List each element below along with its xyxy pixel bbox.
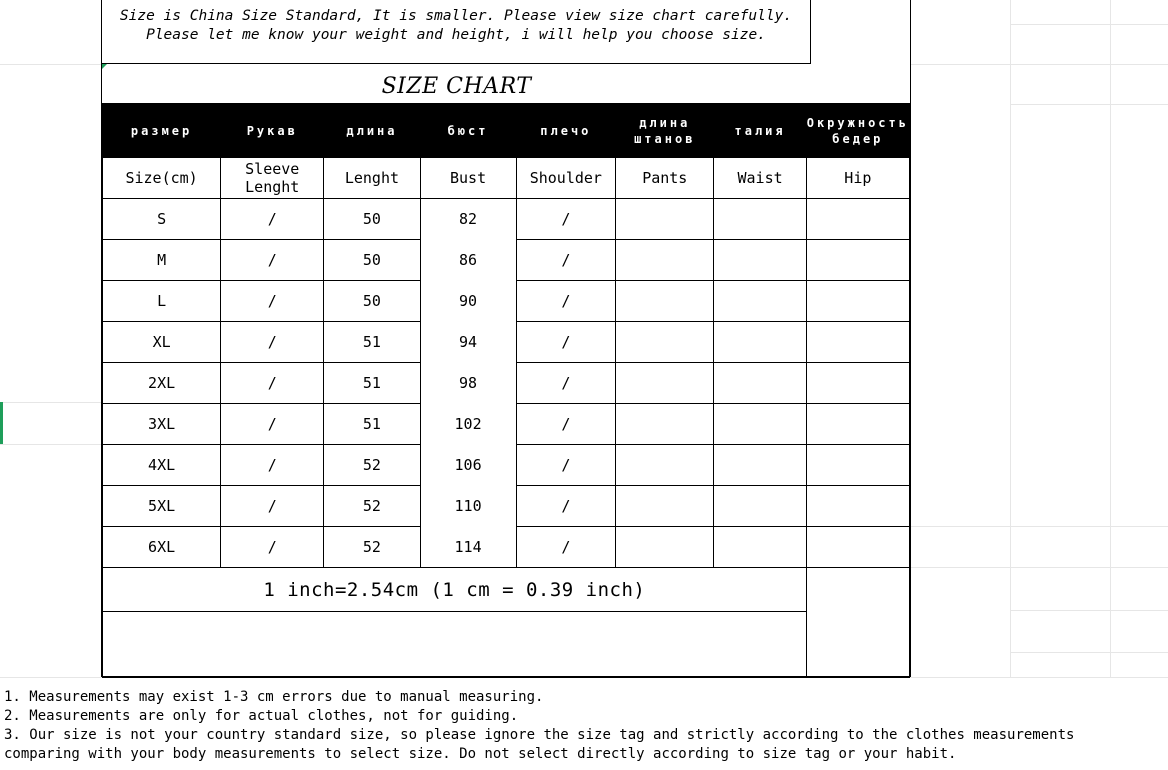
cell-bust: 110 <box>420 486 516 527</box>
cell-bust: 90 <box>420 281 516 322</box>
cell-bust: 94 <box>420 322 516 363</box>
cell-size: 3XL <box>103 404 221 445</box>
measurement-notes <box>4 688 1164 764</box>
header-en-length: Lenght <box>324 158 420 199</box>
header-ru-pants: длина штанов <box>616 104 714 158</box>
cell-bust: 114 <box>420 527 516 568</box>
header-row-english <box>103 158 910 199</box>
header-ru-shoulder: плечо <box>516 104 616 158</box>
cell-shoulder: / <box>516 281 616 322</box>
cell-pants <box>616 281 714 322</box>
table-row <box>103 445 910 486</box>
cell-hip <box>806 445 909 486</box>
table-row <box>103 322 910 363</box>
cell-pants <box>616 322 714 363</box>
cell-size: 5XL <box>103 486 221 527</box>
cell-waist <box>714 404 806 445</box>
note-3-continued: comparing with your body measurements to select size. Do not select directly according to size tag or your habit. <box>4 746 957 762</box>
unit-conversion: 1 inch=2.54cm (1 cm = 0.39 inch) <box>103 568 807 612</box>
table-row <box>103 240 910 281</box>
cell-length: 50 <box>324 199 420 240</box>
blank-cell <box>806 568 909 612</box>
cell-hip <box>806 363 909 404</box>
conversion-row <box>103 568 910 612</box>
cell-hip <box>806 404 909 445</box>
cell-hip <box>806 199 909 240</box>
blank-cell <box>811 0 910 103</box>
header-en-waist: Waist <box>714 158 806 199</box>
cell-sleeve: / <box>221 281 324 322</box>
cell-length: 51 <box>324 404 420 445</box>
header-ru-sleeve: Рукав <box>221 104 324 158</box>
cell-size: 2XL <box>103 363 221 404</box>
cell-pants <box>616 404 714 445</box>
header-row-russian <box>103 104 910 158</box>
size-chart-title: SIZE CHART <box>381 74 532 99</box>
note-1: 1. Measurements may exist 1-3 cm errors due to manual measuring. <box>4 689 544 705</box>
cell-shoulder: / <box>516 322 616 363</box>
cell-length: 51 <box>324 363 420 404</box>
notice-line-1: Size is China Size Standard, It is smaller. Please view size chart carefully. <box>119 8 793 24</box>
cell-pants <box>616 527 714 568</box>
cell-pants <box>616 445 714 486</box>
cell-waist <box>714 445 806 486</box>
table-row <box>103 281 910 322</box>
cell-shoulder: / <box>516 199 616 240</box>
cell-waist <box>714 322 806 363</box>
cell-length: 52 <box>324 527 420 568</box>
cell-length: 50 <box>324 240 420 281</box>
cell-hip <box>806 322 909 363</box>
header-en-shoulder: Shoulder <box>516 158 616 199</box>
cell-hip <box>806 240 909 281</box>
cell-hip <box>806 281 909 322</box>
header-en-bust: Bust <box>420 158 516 199</box>
cell-size: XL <box>103 322 221 363</box>
cell-bust: 86 <box>420 240 516 281</box>
cell-length: 52 <box>324 486 420 527</box>
cell-waist <box>714 486 806 527</box>
cell-waist <box>714 240 806 281</box>
cell-size: 4XL <box>103 445 221 486</box>
size-notice <box>102 0 811 64</box>
cell-size: L <box>103 281 221 322</box>
cell-pants <box>616 486 714 527</box>
cell-bust: 106 <box>420 445 516 486</box>
cell-bust: 102 <box>420 404 516 445</box>
header-en-size: Size(cm) <box>103 158 221 199</box>
cell-bust: 98 <box>420 363 516 404</box>
cell-sleeve: / <box>221 445 324 486</box>
cell-hip <box>806 527 909 568</box>
cell-waist <box>714 527 806 568</box>
size-table <box>102 103 910 678</box>
cell-size: 6XL <box>103 527 221 568</box>
table-row <box>103 404 910 445</box>
cell-sleeve: / <box>221 322 324 363</box>
row-selection-marker <box>0 402 3 444</box>
header-ru-length: длина <box>324 104 420 158</box>
cell-pants <box>616 363 714 404</box>
cell-pants <box>616 240 714 281</box>
notice-line-2: Please let me know your weight and height, i will help you choose size. <box>146 27 766 43</box>
cell-pants <box>616 199 714 240</box>
cell-shoulder: / <box>516 363 616 404</box>
header-ru-hip: Окружность бедер <box>806 104 909 158</box>
cell-shoulder: / <box>516 527 616 568</box>
cell-size: M <box>103 240 221 281</box>
cell-hip <box>806 486 909 527</box>
note-3: 3. Our size is not your country standard size, so please ignore the size tag and strictly according to the clothes measurements <box>4 727 1075 743</box>
size-chart-sheet <box>101 0 911 677</box>
table-row <box>103 527 910 568</box>
cell-sleeve: / <box>221 404 324 445</box>
header-en-pants: Pants <box>616 158 714 199</box>
cell-shoulder: / <box>516 486 616 527</box>
cell-shoulder: / <box>516 445 616 486</box>
cell-sleeve: / <box>221 240 324 281</box>
blank-cell <box>103 612 807 678</box>
cell-length: 52 <box>324 445 420 486</box>
cell-bust: 82 <box>420 199 516 240</box>
cell-length: 50 <box>324 281 420 322</box>
cell-sleeve: / <box>221 199 324 240</box>
table-row <box>103 486 910 527</box>
cell-waist <box>714 363 806 404</box>
cell-waist <box>714 281 806 322</box>
note-2: 2. Measurements are only for actual clothes, not for guiding. <box>4 708 519 724</box>
cell-shoulder: / <box>516 240 616 281</box>
header-en-hip: Hip <box>806 158 909 199</box>
cell-size: S <box>103 199 221 240</box>
cell-waist <box>714 199 806 240</box>
header-ru-bust: бюст <box>420 104 516 158</box>
blank-row <box>103 612 910 678</box>
cell-sleeve: / <box>221 486 324 527</box>
table-row <box>103 363 910 404</box>
cell-shoulder: / <box>516 404 616 445</box>
blank-cell <box>806 612 909 678</box>
header-ru-size: размер <box>103 104 221 158</box>
header-en-sleeve: Sleeve Lenght <box>221 158 324 199</box>
cell-sleeve: / <box>221 363 324 404</box>
header-ru-waist: талия <box>714 104 806 158</box>
cell-sleeve: / <box>221 527 324 568</box>
cell-length: 51 <box>324 322 420 363</box>
table-row <box>103 199 910 240</box>
